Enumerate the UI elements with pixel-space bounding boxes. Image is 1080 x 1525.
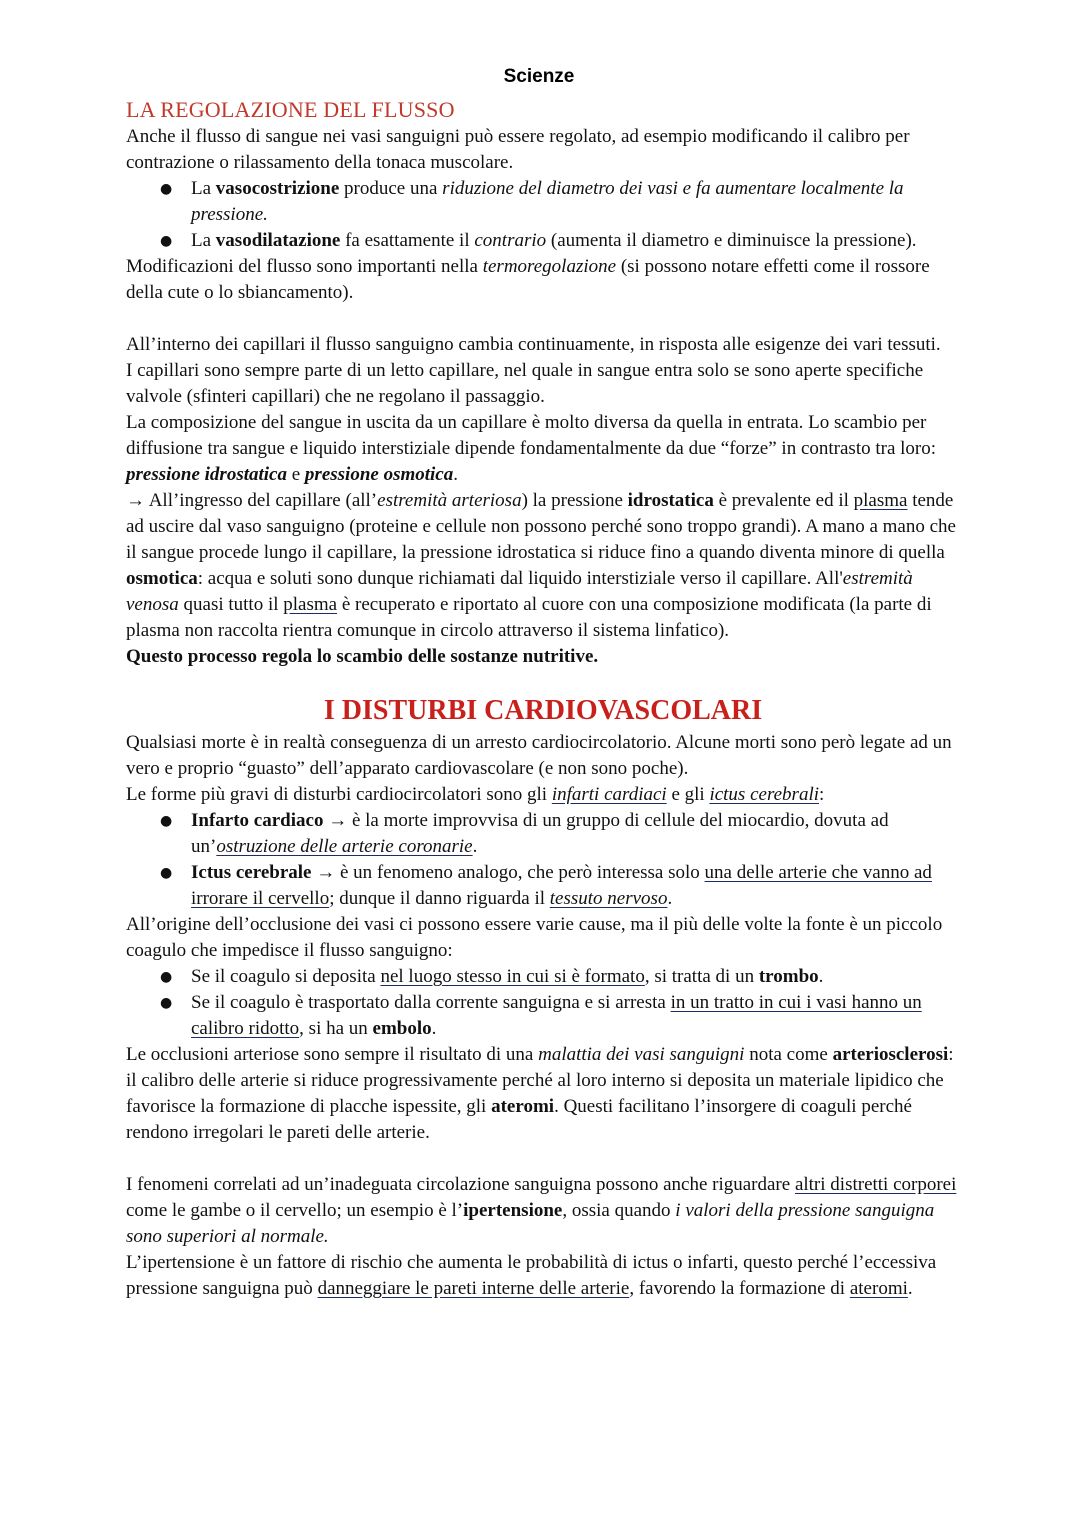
list-item: ● Infarto cardiaco → è la morte improvvisa di un gruppo di cellule del miocardio, dovuta ad un’ostruzione delle arterie coronarie. — [191, 808, 960, 860]
term-infarto: Infarto cardiaco — [191, 810, 324, 831]
spacer — [126, 670, 960, 690]
paragraph-summary: Questo processo regola lo scambio delle sostanze nutritive. — [126, 646, 599, 667]
paragraph-morte: Qualsiasi morte è in realtà conseguenza di un arresto cardiocircolatorio. Alcune morti sono però legate ad un vero e proprio “guasto” dell’apparato cardiovascolare (e non sono poche). — [126, 732, 952, 779]
list-item: ● La vasodilatazione fa esattamente il contrario (aumenta il diametro e diminuisce la pressione). — [191, 228, 960, 254]
paragraph-intro: Anche il flusso di sangue nei vasi sanguigni può essere regolato, ad esempio modificando il calibro per contrazione o rilassamento della tonaca muscolare. — [126, 126, 910, 173]
term-vasodilatazione: vasodilatazione — [215, 230, 341, 251]
term-ictus: Ictus cerebrale — [191, 862, 312, 883]
bullet-list-vaso — [126, 176, 960, 254]
paragraph-ipertensione-1: I fenomeni correlati ad un’inadeguata circolazione sanguigna possono anche riguardare altri distretti corporei come le gambe o il cervello; un esempio è l’ipertensione, ossia quando i valori della pressione sanguigna sono superiori al normale. — [126, 1174, 957, 1247]
paragraph-capillari-4: → All’ingresso del capillare (all’estremità arteriosa) la pressione idrostatica è prevalente ed il plasma tende ad uscire dal vaso sanguigno (proteine e cellule non possono perché sono troppo grandi). A mano a mano che il sangue procede lungo il capillare, la pressione idrostatica si riduce fino a quando diventa minore di quella osmotica: acqua e soluti sono dunque richiamati dal liquido interstiziale verso il capillare. All'estremità venosa quasi tutto il plasma è recuperato e riportato al cuore con una composizione modificata (la parte di plasma non raccolta rientra comunque in circolo attraverso il sistema linfatico). — [126, 490, 956, 641]
paragraph-occlusione: All’origine dell’occlusione dei vasi ci possono essere varie cause, ma il più delle volte la fonte è un piccolo coagulo che impedisce il flusso sanguigno: — [126, 914, 943, 961]
spacer — [126, 1146, 960, 1172]
paragraph-forme-gravi: Le forme più gravi di disturbi cardiocircolatori sono gli infarti cardiaci e gli ictus cerebrali: — [126, 784, 825, 805]
page-header: Scienze — [503, 66, 575, 87]
paragraph-capillari-2: I capillari sono sempre parte di un letto capillare, nel quale in sangue entra solo se sono aperte specifiche valvole (sfinteri capillari) che ne regolano il passaggio. — [126, 360, 924, 407]
list-item: ● Se il coagulo si deposita nel luogo stesso in cui si è formato, si tratta di un trombo. — [191, 964, 960, 990]
bullet-list-coagulo — [126, 964, 960, 1042]
spacer — [126, 306, 960, 332]
paragraph-termoregolazione: Modificazioni del flusso sono importanti nella termoregolazione (si possono notare effetti come il rossore della cute o lo sbiancamento). — [126, 256, 930, 303]
list-item: ● La vasocostrizione produce una riduzione del diametro dei vasi e fa aumentare localmente la pressione. — [191, 176, 960, 228]
term-vasocostrizione: vasocostrizione — [215, 178, 340, 199]
paragraph-capillari-3: La composizione del sangue in uscita da un capillare è molto diversa da quella in entrata. Lo scambio per diffusione tra sangue e liquido interstiziale dipende fondamentalmente da due “forze” in contrasto tra loro: pressione idrostatica e pressione osmotica. — [126, 412, 937, 485]
list-item: ● Ictus cerebrale → è un fenomeno analogo, che però interessa solo una delle arterie che vanno ad irrorare il cervello; dunque il danno riguarda il tessuto nervoso. — [191, 860, 960, 912]
section-title-regolazione: LA REGOLAZIONE DEL FLUSSO — [126, 97, 455, 122]
section-title-disturbi: I DISTURBI CARDIOVASCOLARI — [323, 695, 763, 726]
bullet-list-disturbi — [126, 808, 960, 912]
paragraph-capillari-1: All’interno dei capillari il flusso sanguigno cambia continuamente, in risposta alle esigenze dei vari tessuti. — [126, 334, 941, 355]
list-item: ● Se il coagulo è trasportato dalla corrente sanguigna e si arresta in un tratto in cui i vasi hanno un calibro ridotto, si ha un embolo. — [191, 990, 960, 1042]
paragraph-arteriosclerosi: Le occlusioni arteriose sono sempre il risultato di una malattia dei vasi sanguigni nota come arteriosclerosi: il calibro delle arterie si riduce progressivamente perché al loro interno si deposita un materiale lipidico che favorisce la formazione di placche ispessite, gli ateromi. Questi facilitano l’insorgere di coaguli perché rendono irregolari le pareti delle arterie. — [126, 1044, 954, 1143]
paragraph-ipertensione-2: L’ipertensione è un fattore di rischio che aumenta le probabilità di ictus o infarti, questo perché l’eccessiva pressione sanguigna può danneggiare le pareti interne delle arterie, favorendo la formazione di ateromi. — [126, 1252, 937, 1299]
